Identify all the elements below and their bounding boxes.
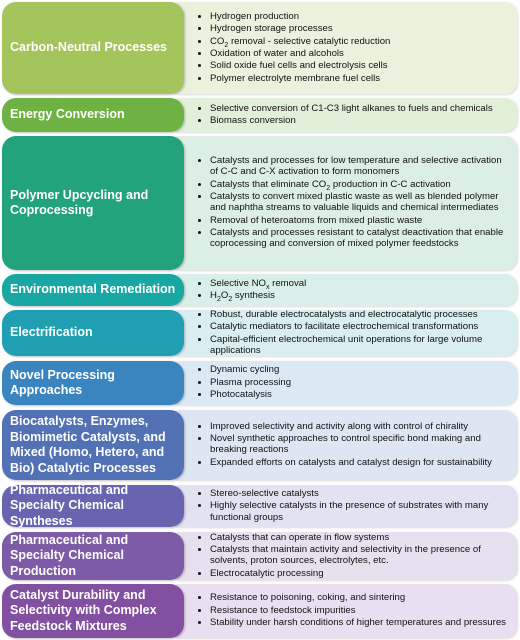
- bullet-item: • Novel synthetic approaches to control specific bond making and breaking reactions: [210, 433, 511, 455]
- bullet-item: • Polymer electrolyte membrane fuel cells: [210, 73, 390, 84]
- section-row: [0, 310, 520, 356]
- bullet-item: • Hydrogen production: [210, 11, 390, 22]
- bullet-item: • Resistance to feedstock impurities: [210, 605, 506, 616]
- bullet-item: • Catalysts that can operate in flow systems: [210, 532, 511, 543]
- section-label: Carbon-Neutral Processes: [2, 2, 184, 94]
- section-items-panel: [168, 410, 517, 480]
- bullet-item: • Hydrogen storage processes: [210, 23, 390, 34]
- section-label: Pharmaceutical and Specialty Chemical Production: [2, 532, 184, 580]
- bullet-item: • Oxidation of water and alcohols: [210, 48, 390, 59]
- bullet-list: [196, 155, 511, 251]
- section-label: Pharmaceutical and Specialty Chemical Syntheses: [2, 485, 184, 527]
- bullet-item: • Stereo-selective catalysts: [210, 488, 511, 499]
- bullet-item: • Catalysts that eliminate $CO_2$ production in C-C activation: [210, 179, 511, 190]
- section-row: [0, 584, 520, 638]
- section-label: Polymer Upcycling and Coprocessing: [2, 136, 184, 270]
- bullet-item: • $CO_2$ removal - selective catalytic reduction: [210, 36, 390, 47]
- bullet-list: [196, 103, 493, 128]
- section-row: [0, 410, 520, 480]
- bullet-list: [196, 364, 291, 401]
- section-label: Electrification: [2, 310, 184, 356]
- section-items-panel: [168, 136, 517, 270]
- bullet-item: • Improved selectivity and activity along with control of chirality: [210, 421, 511, 432]
- section-items-panel: [168, 532, 517, 580]
- section-label: Energy Conversion: [2, 98, 184, 132]
- bullet-list: [196, 421, 511, 469]
- section-row: [0, 361, 520, 405]
- section-row: [0, 532, 520, 580]
- bullet-item: • Catalysts and processes resistant to catalyst deactivation that enable coprocessing and conversion of mixed polymer feedstocks: [210, 227, 511, 249]
- bullet-item: • Plasma processing: [210, 377, 291, 388]
- section-row: [0, 482, 520, 528]
- bullet-item: • Catalysts to convert mixed plastic waste as well as blended polymer and naphtha streams to valuable liquids and chemical intermediates: [210, 191, 511, 213]
- bullet-list: [196, 532, 511, 580]
- bullet-item: • Dynamic cycling: [210, 364, 291, 375]
- bullet-item: • Removal of heteroatoms from mixed plastic waste: [210, 215, 511, 226]
- bullet-list: [196, 278, 306, 303]
- section-row: [0, 274, 520, 306]
- bullet-list: [196, 309, 511, 357]
- section-items-panel: [168, 584, 517, 638]
- section-row: [0, 98, 520, 132]
- bullet-item: • Solid oxide fuel cells and electrolysis cells: [210, 60, 390, 71]
- bullet-item: • Selective conversion of C1-C3 light alkanes to fuels and chemicals: [210, 103, 493, 114]
- bullet-item: • Selective $NO_x$ removal: [210, 278, 306, 289]
- section-label: Biocatalysts, Enzymes, Biomimetic Catalysts, and Mixed (Homo, Hetero, and Bio) Catalytic Processes: [2, 410, 184, 480]
- section-items-panel: [168, 98, 517, 132]
- section-items-panel: [168, 361, 517, 405]
- section-items-panel: [168, 274, 517, 306]
- bullet-item: • Resistance to poisoning, coking, and sintering: [210, 592, 506, 603]
- section-row: [0, 136, 520, 270]
- section-label: Environmental Remediation: [2, 274, 184, 306]
- bullet-item: • Stability under harsh conditions of higher temperatures and pressures: [210, 617, 506, 628]
- section-label: Novel Processing Approaches: [2, 361, 184, 405]
- section-items-panel: [168, 485, 517, 527]
- section-items-panel: [168, 310, 517, 356]
- bullet-list: [196, 592, 506, 629]
- section-row: [0, 2, 520, 94]
- bullet-item: • Highly selective catalysts in the presence of substrates with many functional groups: [210, 500, 511, 522]
- bullet-item: • Expanded efforts on catalysts and catalyst design for sustainability: [210, 457, 511, 468]
- bullet-item: • Capital-efficient electrochemical unit operations for large volume applications: [210, 334, 511, 356]
- bullet-item: • Robust, durable electrocatalysts and electrocatalytic processes: [210, 309, 511, 320]
- bullet-item: • Catalysts and processes for low temperature and selective activation of C-C and C-X activation to form monomers: [210, 155, 511, 177]
- bullet-item: • $H_2O_2$ synthesis: [210, 290, 306, 301]
- section-label: Catalyst Durability and Selectivity with Complex Feedstock Mixtures: [2, 584, 184, 638]
- bullet-list: [196, 488, 511, 524]
- bullet-item: • Catalytic mediators to facilitate electrochemical transformations: [210, 321, 511, 332]
- bullet-list: [196, 11, 390, 85]
- bullet-item: • Biomass conversion: [210, 115, 493, 126]
- bullet-item: • Photocatalysis: [210, 389, 291, 400]
- section-items-panel: [168, 2, 517, 94]
- bullet-item: • Electrocatalytic processing: [210, 568, 511, 579]
- bullet-item: • Catalysts that maintain activity and selectivity in the presence of solvents, proton sources, electrolytes, etc.: [210, 544, 511, 566]
